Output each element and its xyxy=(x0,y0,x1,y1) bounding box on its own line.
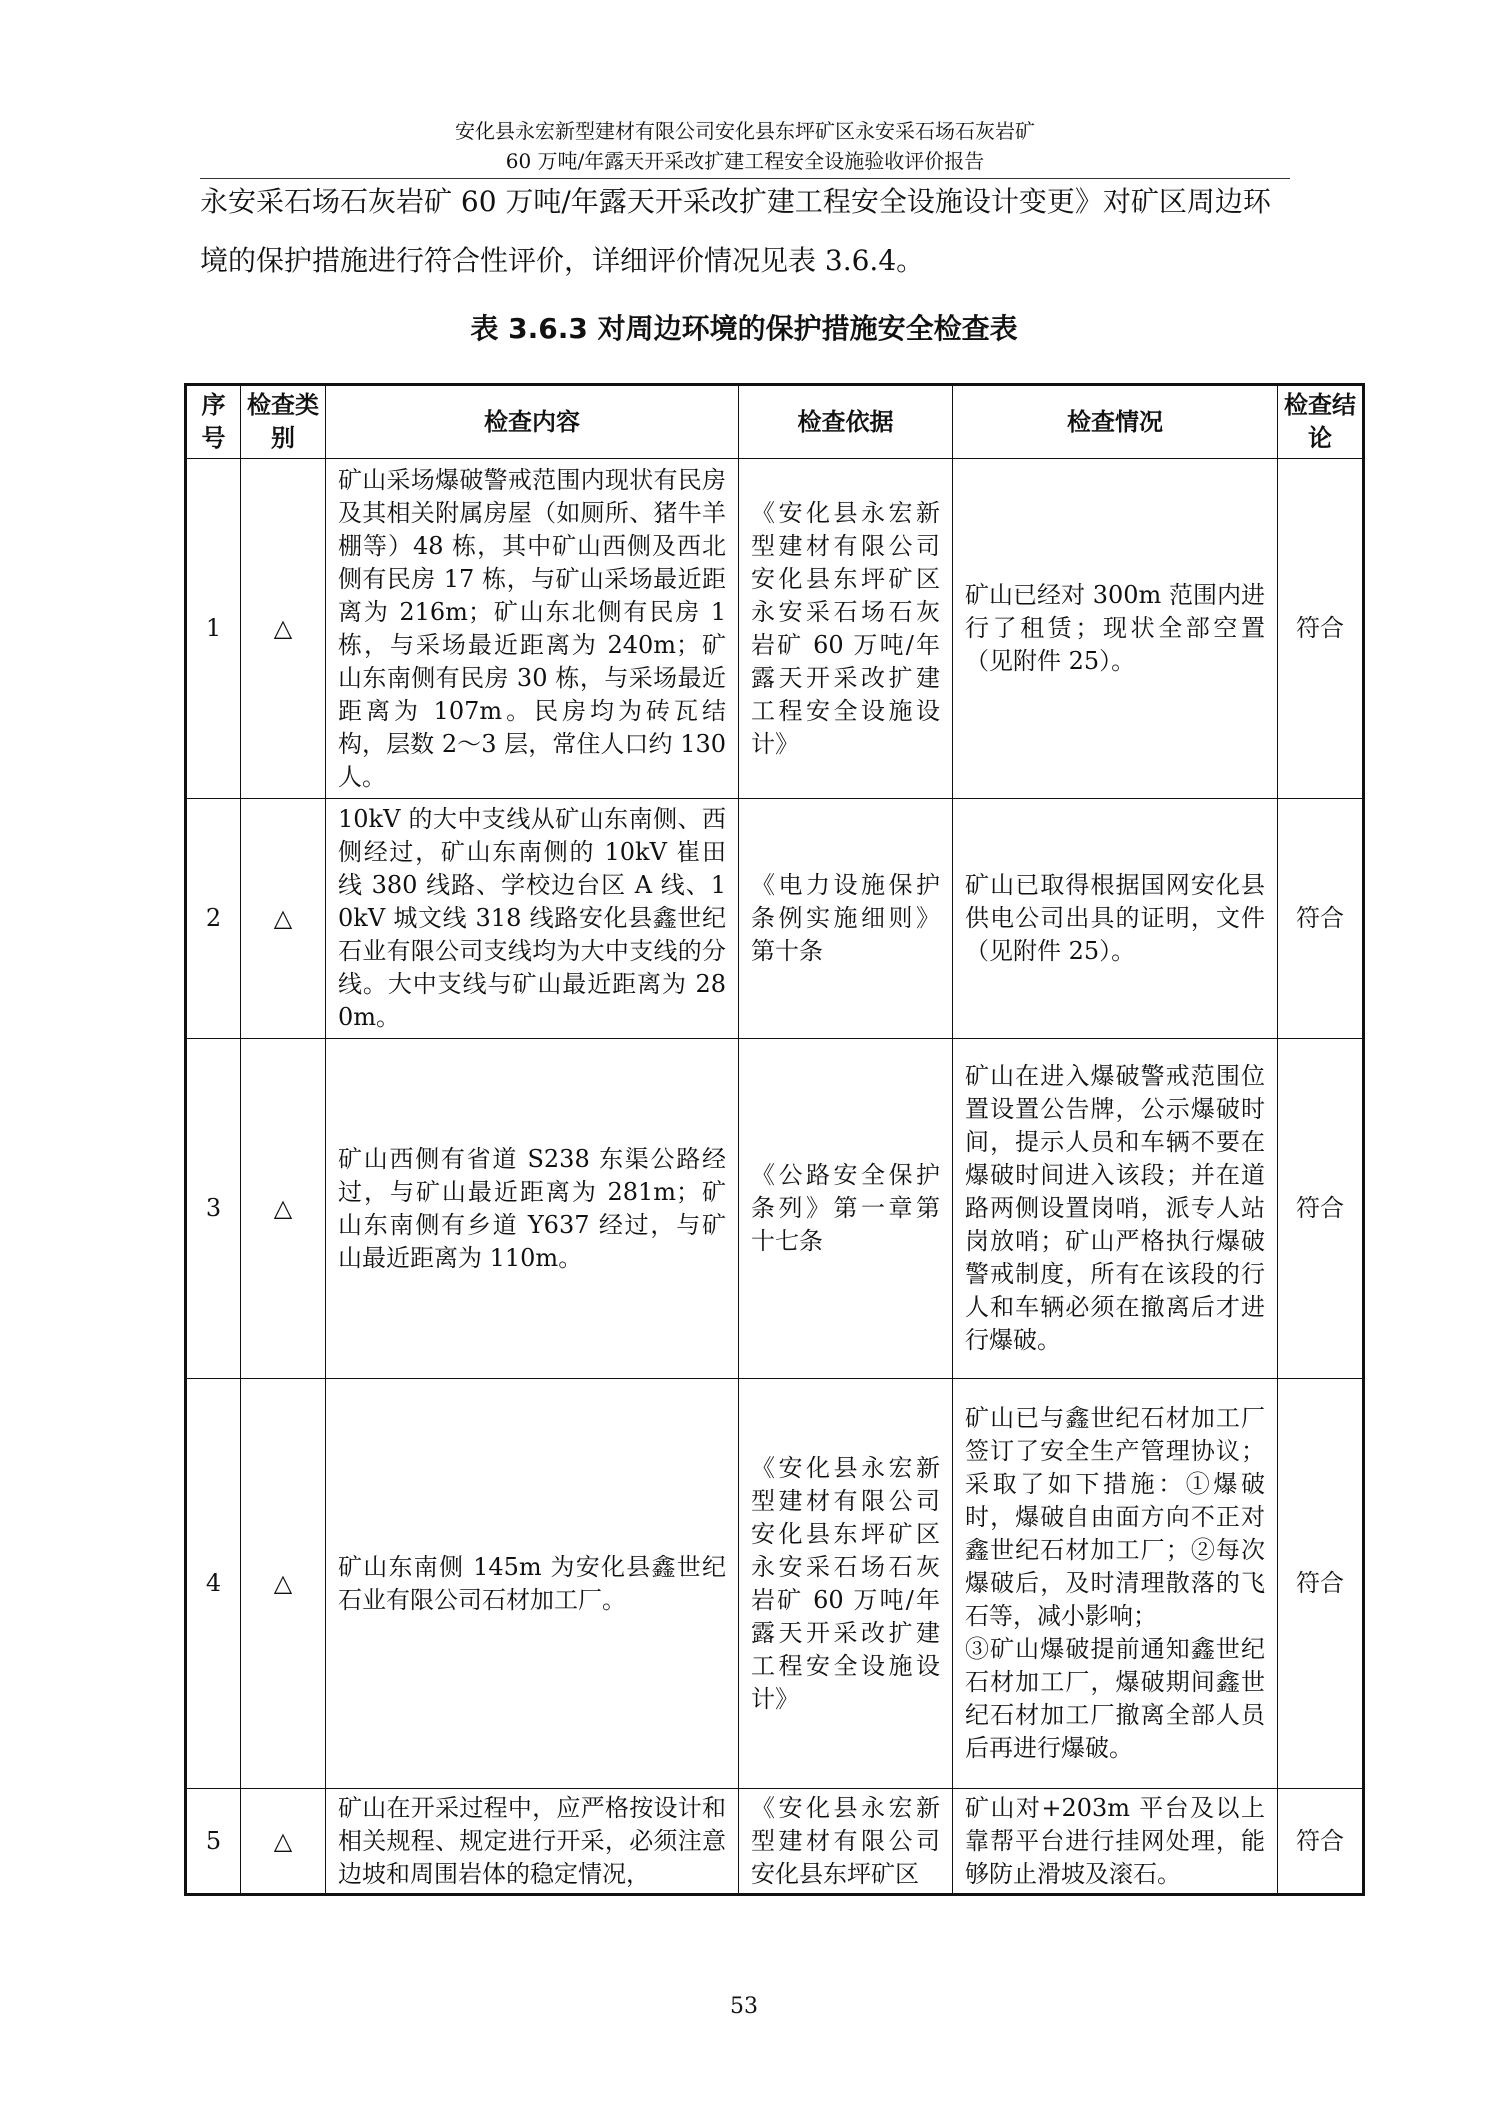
row-no: 3 xyxy=(186,1039,241,1379)
row-situation: 矿山已与鑫世纪石材加工厂签订了安全生产管理协议；采取了如下措施：①爆破时，爆破自由面方向不正对鑫世纪石材加工厂；②每次爆破后，及时清理散落的飞石等，减小影响； ③矿山爆破提前通知鑫世纪石材加工厂，爆破期间鑫世纪石材加工厂撤离全部人员后再进行爆破。 xyxy=(953,1379,1278,1789)
row-no: 1 xyxy=(186,459,241,799)
intro-line-2: 境的保护措施进行符合性评价，详细评价情况见表 3.6.4。 xyxy=(200,244,925,277)
row-conclusion: 符合 xyxy=(1278,799,1364,1039)
table-row xyxy=(186,1789,1364,1895)
row-basis: 《安化县永宏新型建材有限公司安化县东坪矿区 xyxy=(739,1789,953,1895)
row-category: △ xyxy=(241,799,326,1039)
row-no: 5 xyxy=(186,1789,241,1895)
row-conclusion: 符合 xyxy=(1278,1379,1364,1789)
row-category: △ xyxy=(241,1039,326,1379)
row-content: 矿山在开采过程中，应严格按设计和相关规程、规定进行开采，必须注意边坡和周围岩体的稳定情况， xyxy=(326,1789,739,1895)
row-no: 2 xyxy=(186,799,241,1039)
col-header-conclusion: 检查结论 xyxy=(1278,385,1364,459)
page-header xyxy=(195,116,1295,176)
row-category: △ xyxy=(241,459,326,799)
row-basis: 《公路安全保护条列》第一章第十七条 xyxy=(739,1039,953,1379)
table-title: 表 3.6.3 对周边环境的保护措施安全检查表 xyxy=(470,312,1018,345)
inspection-table xyxy=(184,383,1365,1896)
col-header-content: 检查内容 xyxy=(326,385,739,459)
table-row xyxy=(186,1379,1364,1789)
intro-paragraph xyxy=(200,172,1340,290)
row-content: 10kV 的大中支线从矿山东南侧、西侧经过，矿山东南侧的 10kV 崔田线 380 线路、学校边台区 A 线、10kV 城文线 318 线路安化县鑫世纪石业有限公司支线均为大中支线的分线。大中支线与矿山最近距离为 280m。 xyxy=(326,799,739,1039)
row-situation: 矿山对+203m 平台及以上靠帮平台进行挂网处理，能够防止滑坡及滚石。 xyxy=(953,1789,1278,1895)
row-situation: 矿山已经对 300m 范围内进行了租赁；现状全部空置（见附件 25）。 xyxy=(953,459,1278,799)
table-row xyxy=(186,799,1364,1039)
row-no: 4 xyxy=(186,1379,241,1789)
row-category: △ xyxy=(241,1379,326,1789)
row-category: △ xyxy=(241,1789,326,1895)
intro-line-1: 永安采石场石灰岩矿 60 万吨/年露天开采改扩建工程安全设施设计变更》对矿区周边环 xyxy=(200,185,1271,218)
col-header-no: 序号 xyxy=(186,385,241,459)
row-basis: 《电力设施保护条例实施细则》第十条 xyxy=(739,799,953,1039)
col-header-basis: 检查依据 xyxy=(739,385,953,459)
col-header-category: 检查类别 xyxy=(241,385,326,459)
row-basis: 《安化县永宏新型建材有限公司安化县东坪矿区永安采石场石灰岩矿 60 万吨/年露天开采改扩建工程安全设施设计》 xyxy=(739,459,953,799)
row-conclusion: 符合 xyxy=(1278,1039,1364,1379)
row-content: 矿山采场爆破警戒范围内现状有民房及其相关附属房屋（如厕所、猪牛羊棚等）48 栋，其中矿山西侧及西北侧有民房 17 栋，与矿山采场最近距离为 216m；矿山东北侧有民房 1 栋，与采场最近距离为 240m；矿山东南侧有民房 30 栋，与采场最近距离为 107m。民房均为砖瓦结构，层数 2～3 层，常住人口约 130 人。 xyxy=(326,459,739,799)
header-line-2: 60 万吨/年露天开采改扩建工程安全设施验收评价报告 xyxy=(505,149,985,173)
header-line-1: 安化县永宏新型建材有限公司安化县东坪矿区永安采石场石灰岩矿 xyxy=(455,119,1035,143)
row-situation: 矿山在进入爆破警戒范围位置设置公告牌，公示爆破时间，提示人员和车辆不要在爆破时间进入该段；并在道路两侧设置岗哨，派专人站岗放哨；矿山严格执行爆破警戒制度，所有在该段的行人和车辆必须在撤离后才进行爆破。 xyxy=(953,1039,1278,1379)
row-situation: 矿山已取得根据国网安化县供电公司出具的证明，文件（见附件 25）。 xyxy=(953,799,1278,1039)
row-content: 矿山西侧有省道 S238 东渠公路经过，与矿山最近距离为 281m；矿山东南侧有乡道 Y637 经过，与矿山最近距离为 110m。 xyxy=(326,1039,739,1379)
row-basis: 《安化县永宏新型建材有限公司安化县东坪矿区永安采石场石灰岩矿 60 万吨/年露天开采改扩建工程安全设施设计》 xyxy=(739,1379,953,1789)
page-number: 53 xyxy=(730,1994,758,2019)
row-conclusion: 符合 xyxy=(1278,1789,1364,1895)
row-content: 矿山东南侧 145m 为安化县鑫世纪石业有限公司石材加工厂。 xyxy=(326,1379,739,1789)
table-row xyxy=(186,1039,1364,1379)
col-header-situation: 检查情况 xyxy=(953,385,1278,459)
table-row xyxy=(186,459,1364,799)
row-conclusion: 符合 xyxy=(1278,459,1364,799)
table-header-row xyxy=(186,385,1364,459)
